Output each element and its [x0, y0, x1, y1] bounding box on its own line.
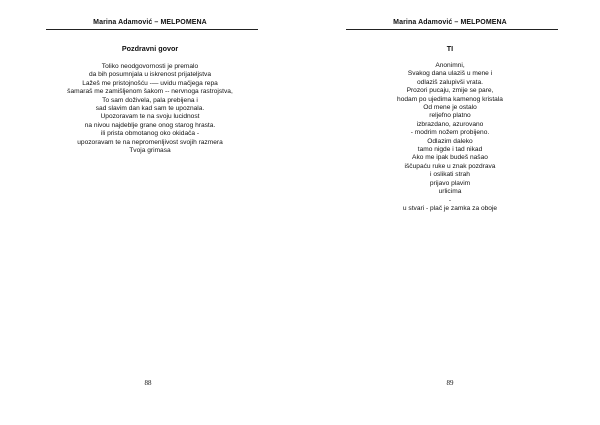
running-header: Marina Adamović – MELPOMENA	[393, 19, 507, 26]
right-page	[300, 0, 600, 425]
page-number: 88	[144, 379, 152, 387]
poem-line: u stvari - plač je zamka za oboje	[402, 204, 498, 212]
poem-body	[300, 62, 600, 213]
poem-line: Upozoravam te na svoju lucidnost	[100, 113, 200, 121]
poem-line: - modrim nožem probijeno.	[410, 129, 490, 137]
page-number: 89	[446, 379, 454, 387]
poem-line: Tvoja grimasa	[129, 147, 171, 155]
poem-line: urlicima	[438, 188, 462, 196]
poem-line: ili prista obmotanog oko okidača -	[100, 130, 200, 138]
poem-line: upozoravam te na nepromenljivost svojih razmera	[77, 138, 223, 146]
poem-line: na nivou najdeblje grane onog starog hrasta.	[84, 121, 216, 129]
poem-title: Pozdravni govor	[121, 44, 179, 53]
poem-line: Prozori pucaju, zmije se pare,	[406, 87, 494, 95]
poem-line: -	[448, 196, 452, 204]
poem-line: Ako me ipak budeš našao	[412, 154, 488, 162]
poem-line: sad slavim dan kad sam te upoznala.	[95, 105, 205, 113]
running-header: Marina Adamović – MELPOMENA	[93, 19, 207, 26]
poem-line: šamaraš me zamišljenom šakom -- nervnoga rastrojstva,	[67, 88, 233, 96]
poem-line: da bih posumnjala u iskrenost prijateljstva	[88, 71, 212, 79]
poem-line: reljefno platno	[429, 112, 471, 120]
poem-line: To sam doživela, pala prebijena i	[102, 96, 198, 104]
poem-line: tamo nigde i tad nikad	[417, 146, 483, 154]
poem-line: iščupaću ruke u znak pozdrava	[404, 162, 496, 170]
poem-line: izbrazdano, azurovano	[416, 120, 484, 128]
poem-line: hodam po ujedima kamenog kristala	[397, 95, 503, 103]
poem-line: Odlazim daleko	[427, 137, 473, 145]
poem-line: Svakog dana ulaziš u mene i	[407, 70, 493, 78]
poem-line: Anonimni,	[435, 62, 465, 69]
poem-title: TI	[446, 44, 454, 53]
poem-body	[0, 63, 300, 155]
header-rule	[46, 29, 258, 30]
poem-line: Toliko neodgovornosti je premalo	[101, 63, 199, 70]
poem-line: i oslikati strah	[430, 171, 470, 179]
poem-line: Lažeš me pristojnošću -— uvidu mačjega repa	[82, 79, 218, 87]
poem-line: prijavo plavim	[429, 179, 471, 187]
header-rule	[346, 29, 558, 30]
poem-line: Od mene je ostalo	[423, 104, 477, 112]
poem-line: odlaziš zalupivši vrata.	[417, 78, 483, 86]
